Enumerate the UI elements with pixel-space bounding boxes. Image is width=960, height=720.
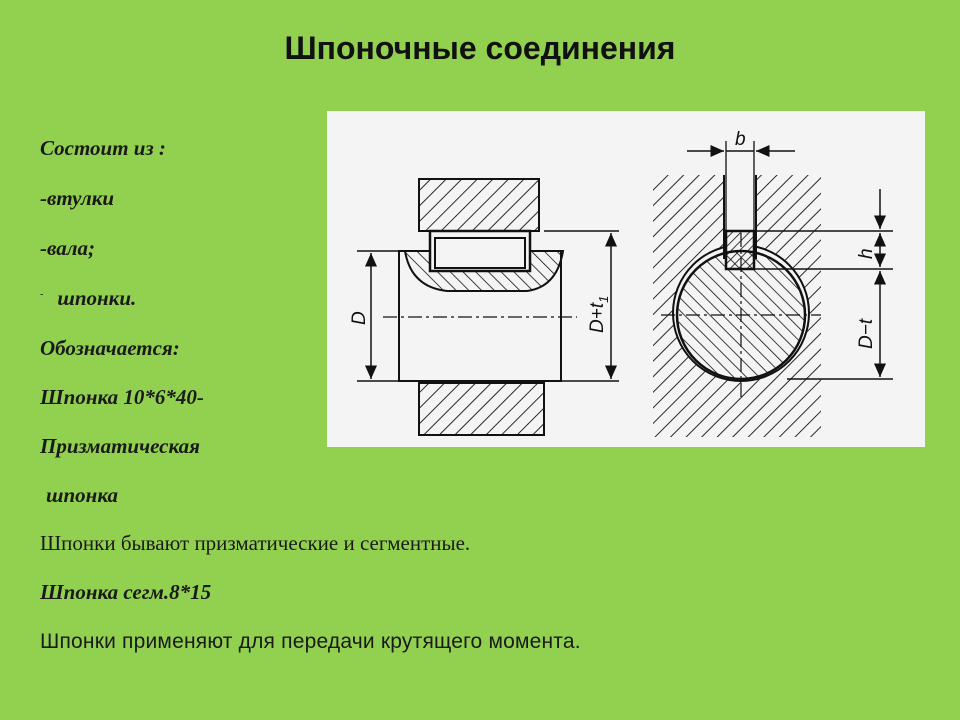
slide-title: Шпоночные соединения: [284, 30, 676, 66]
dim-Dt1-subscript: 1: [596, 295, 611, 303]
text-shaft: -вала;: [40, 236, 96, 260]
key-connection-drawing: [327, 111, 925, 447]
text-designation-heading: Обозначается:: [40, 336, 180, 360]
text-key-types: Шпонки бывают призматические и сегментные.: [40, 531, 471, 555]
text-prismatic: Призматическая: [40, 434, 200, 458]
hub-bottom-hatch: [419, 383, 544, 435]
dim-Dt1-main: D+t: [587, 302, 608, 333]
cross-section-view: [653, 129, 893, 437]
text-consists-of: Состоит из :: [40, 136, 166, 160]
dim-h-label: h: [856, 248, 877, 259]
text-key-designation: Шпонка 10*6*40-: [40, 385, 204, 409]
text-segment-key: Шпонка сегм.8*15: [40, 580, 212, 604]
longitudinal-view: [349, 179, 619, 435]
text-key-purpose: Шпонки применяют для передачи крутящего момента.: [40, 630, 581, 653]
text-key-item: [40, 286, 136, 311]
text-key-word: шпонка: [46, 483, 118, 507]
dim-Dt1-label: [587, 296, 611, 333]
dim-D-label: D: [349, 311, 370, 325]
dim-Dmt-label: D−t: [856, 318, 877, 349]
key-section: [726, 231, 754, 269]
dim-b-label: b: [735, 129, 746, 150]
hub-top-hatch: [419, 179, 539, 231]
bullet-mark: -: [40, 289, 44, 300]
text-hub: -втулки: [40, 186, 115, 210]
text-key: шпонки.: [57, 286, 137, 310]
